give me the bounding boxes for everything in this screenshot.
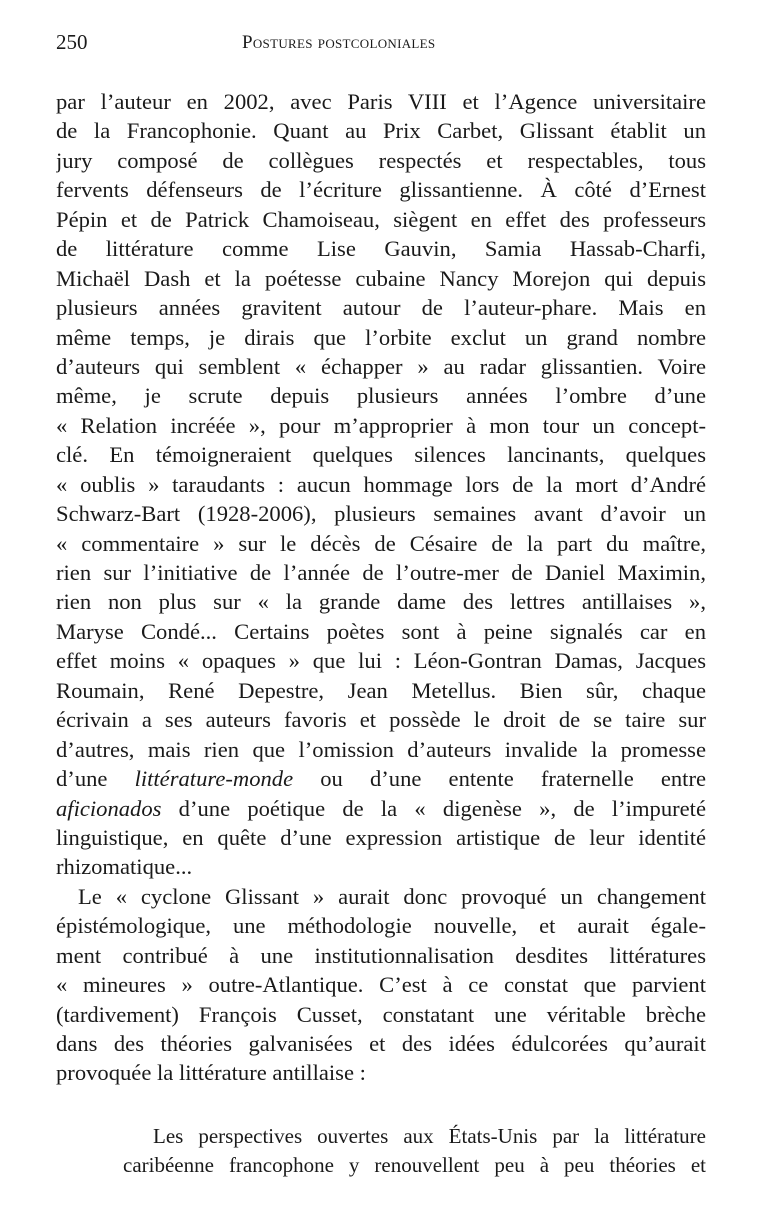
text-line: jury composé de collègues respectés et respectables, tous [56, 147, 706, 173]
page-header [56, 30, 706, 58]
text-line: « oublis » taraudants : aucun hommage lors de la mort d’André [56, 471, 706, 497]
text-line: fervents défenseurs de l’écriture glissantienne. À côté d’Ernest [56, 177, 706, 203]
text-line: écrivain a ses auteurs favoris et possède le droit de se taire sur [56, 707, 706, 733]
text-line: « mineures » outre-Atlantique. C’est à ce constat que parvient [56, 972, 706, 998]
text-line: de littérature comme Lise Gauvin, Samia Hassab-Charfi, [56, 236, 706, 262]
text-segment: d’une [56, 766, 135, 792]
text-line: Maryse Condé... Certains poètes sont à peine signalés car en [56, 618, 706, 644]
quote-line: caribéenne francophone y renouvellent peu à peu théories et [123, 1153, 706, 1177]
text-line: clé. En témoigneraient quelques silences lancinants, quelques [56, 442, 706, 468]
text-segment: ou d’une entente fraternelle entre [293, 766, 706, 792]
body-text [56, 87, 706, 1088]
text-line: plusieurs années gravitent autour de l’auteur-phare. Mais en [56, 295, 706, 321]
text-line-aficionados [56, 794, 706, 823]
text-line: (tardivement) François Cusset, constatant une véritable brèche [56, 1001, 706, 1027]
text-line: ment contribué à une institutionnalisation desdites littératures [56, 942, 706, 968]
text-line: Pépin et de Patrick Chamoiseau, siègent en effet des professeurs [56, 206, 706, 232]
text-line: dans des théories galvanisées et des idées édulcorées qu’aurait [56, 1031, 706, 1056]
text-line: d’auteurs qui semblent « échapper » au radar glissantien. Voire [56, 353, 706, 379]
text-line: Michaël Dash et la poétesse cubaine Nancy Morejon qui depuis [56, 265, 706, 291]
text-line: Schwarz-Bart (1928-2006), plusieurs semaines avant d’avoir un [56, 501, 706, 527]
text-line: provoquée la littérature antillaise : [56, 1060, 366, 1086]
text-line: par l’auteur en 2002, avec Paris VIII et l’Agence universitaire [56, 89, 706, 114]
text-line-litterature-monde [56, 764, 706, 793]
page-number: 250 [56, 30, 88, 54]
text-line: effet moins « opaques » que lui : Léon-Gontran Damas, Jacques [56, 648, 706, 674]
text-segment: d’une poétique de la « digenèse », de l’impureté [161, 795, 706, 821]
text-line: Le « cyclone Glissant » aurait donc provoqué un changement [78, 883, 706, 909]
text-line: rhizomatique... [56, 854, 193, 880]
quote-line: Les perspectives ouvertes aux États-Unis par la littérature [153, 1124, 706, 1148]
text-line: de la Francophonie. Quant au Prix Carbet, Glissant établit un [56, 118, 706, 144]
text-line: « commentaire » sur le décès de Césaire de la part du maître, [56, 530, 706, 556]
italic-term-litterature-monde: littérature-monde [134, 766, 294, 792]
running-title: Postures postcoloniales [242, 32, 436, 53]
text-line: linguistique, en quête d’une expression artistique de leur identité [56, 824, 706, 850]
text-line: d’autres, mais rien que l’omission d’auteurs invalide la promesse [56, 736, 706, 762]
block-quote [123, 1122, 706, 1180]
text-line: même, je scrute depuis plusieurs années l’ombre d’une [56, 383, 706, 409]
text-line: rien sur l’initiative de l’année de l’outre-mer de Daniel Maximin, [56, 560, 706, 585]
text-line: « Relation incréée », pour m’approprier à mon tour un concept- [56, 412, 706, 438]
italic-term-aficionados: aficionados [56, 795, 162, 821]
text-line: rien non plus sur « la grande dame des lettres antillaises », [56, 589, 706, 615]
text-line: Roumain, René Depestre, Jean Metellus. Bien sûr, chaque [56, 677, 706, 703]
text-line: même temps, je dirais que l’orbite exclut un grand nombre [56, 324, 706, 350]
text-line: épistémologique, une méthodologie nouvelle, et aurait égale- [56, 913, 706, 939]
